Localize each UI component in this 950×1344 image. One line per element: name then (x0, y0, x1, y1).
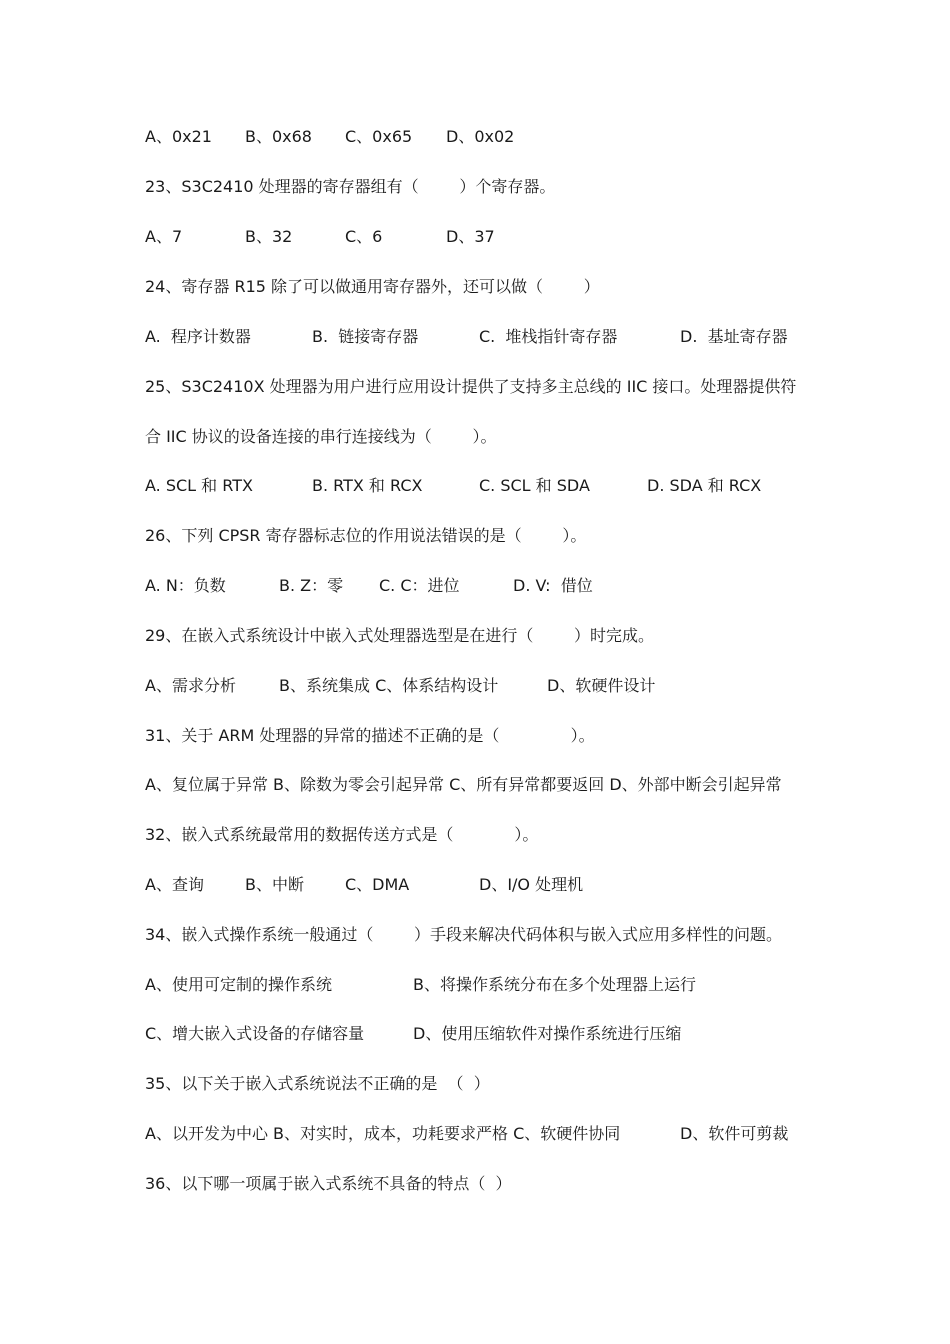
option-d: D. V: 借位 (513, 576, 593, 595)
options-line (145, 574, 593, 598)
options-line (145, 474, 762, 498)
question-29: 29、在嵌入式系统设计中嵌入式处理器选型是在进行（ ）时完成。 (145, 626, 655, 645)
option-a: A. N：负数 (145, 576, 226, 595)
options-line (145, 1122, 789, 1146)
question-23: 23、S3C2410 处理器的寄存器组有（ ）个寄存器。 (145, 177, 556, 196)
option-a: A、0x21 (145, 127, 212, 146)
question-36: 36、以下哪一项属于嵌入式系统不具备的特点（ ） (145, 1174, 512, 1193)
option-d: D. SDA 和 RCX (647, 476, 762, 495)
option-d: D、0x02 (446, 127, 515, 146)
options-line (145, 674, 656, 698)
options-line (145, 225, 495, 249)
options-line (145, 973, 696, 997)
option-a: A、使用可定制的操作系统 (145, 975, 332, 994)
option-d: D、软硬件设计 (547, 676, 656, 695)
option-d: D、37 (446, 227, 495, 246)
option-c: C、6 (345, 227, 383, 246)
option-b: B、0x68 (245, 127, 312, 146)
option-a-b-c: A、以开发为中心 B、对实时，成本，功耗要求严格 C、软硬件协同 (145, 1124, 621, 1143)
question-31: 31、关于 ARM 处理器的异常的描述不正确的是（ ）。 (145, 726, 595, 745)
option-d: D、使用压缩软件对操作系统进行压缩 (413, 1024, 682, 1043)
option-c: C、DMA (345, 875, 410, 894)
option-c: C. 堆栈指针寄存器 (479, 327, 618, 346)
option-c: C. SCL 和 SDA (479, 476, 590, 495)
option-a: A、查询 (145, 875, 204, 894)
question-25: 25、S3C2410X 处理器为用户进行应用设计提供了支持多主总线的 IIC 接口。处理器提供符 (145, 377, 797, 396)
option-c: C、增大嵌入式设备的存储容量 (145, 1024, 365, 1043)
question-25-continued: 合 IIC 协议的设备连接的串行连接线为（ ）。 (145, 427, 497, 446)
option-b: B、将操作系统分布在多个处理器上运行 (413, 975, 696, 994)
options-line (145, 1022, 682, 1046)
options-line (145, 325, 788, 349)
option-b: B、中断 (245, 875, 304, 894)
option-d: D、软件可剪裁 (680, 1124, 789, 1143)
options-line (145, 125, 515, 149)
question-31-options: A、复位属于异常 B、除数为零会引起异常 C、所有异常都要返回 D、外部中断会引起异常 (145, 775, 782, 794)
option-d: D. 基址寄存器 (680, 327, 788, 346)
option-b: B、32 (245, 227, 293, 246)
option-d: D、I/O 处理机 (479, 875, 584, 894)
option-a: A、需求分析 (145, 676, 236, 695)
question-24: 24、寄存器 R15 除了可以做通用寄存器外，还可以做（ ） (145, 277, 600, 296)
option-a: A. SCL 和 RTX (145, 476, 253, 495)
options-line (145, 873, 584, 897)
question-35: 35、以下关于嵌入式系统说法不正确的是 （ ） (145, 1074, 490, 1093)
question-26: 26、下列 CPSR 寄存器标志位的作用说法错误的是（ ）。 (145, 526, 587, 545)
option-b: B. 链接寄存器 (312, 327, 419, 346)
option-b: B. Z：零 (279, 576, 344, 595)
option-b: B. RTX 和 RCX (312, 476, 423, 495)
option-a: A、7 (145, 227, 183, 246)
question-32: 32、嵌入式系统最常用的数据传送方式是（ ）。 (145, 825, 539, 844)
option-c: C、0x65 (345, 127, 413, 146)
option-c: C. C：进位 (379, 576, 460, 595)
option-b-c: B、系统集成 C、体系结构设计 (279, 676, 499, 695)
option-a: A. 程序计数器 (145, 327, 251, 346)
question-34: 34、嵌入式操作系统一般通过（ ）手段来解决代码体积与嵌入式应用多样性的问题。 (145, 925, 783, 944)
